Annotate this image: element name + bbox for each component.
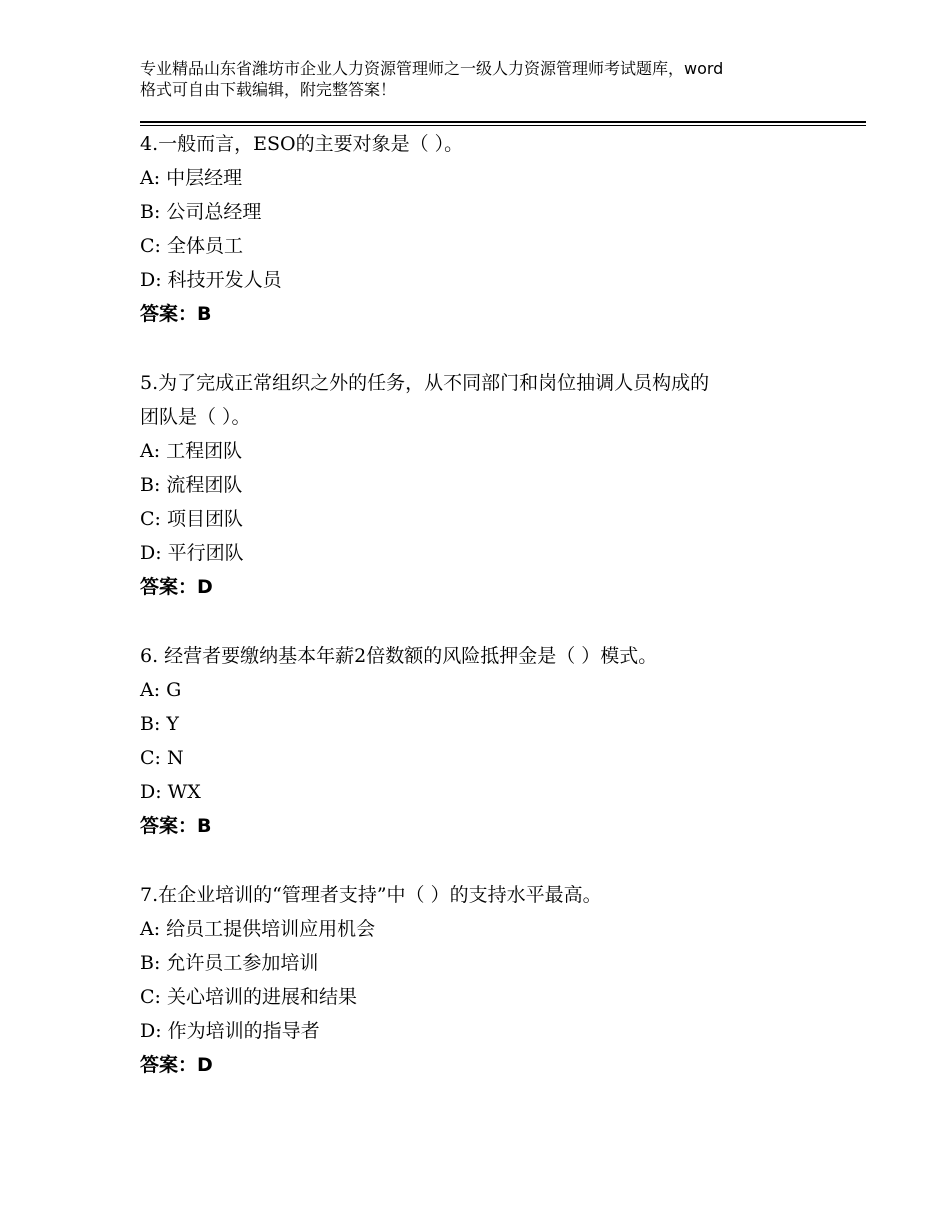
header-line-1: 专业精品山东省潍坊市企业人力资源管理师之一级人力资源管理师考试题库，word	[140, 59, 724, 78]
question-5-option-c: C: 项目团队	[140, 508, 243, 530]
question-6-stem: 6. 经营者要缴纳基本年薪2倍数额的风险抵押金是（ ）模式。	[140, 645, 658, 667]
question-4-answer: 答案：B	[140, 303, 212, 325]
question-5-option-a: A: 工程团队	[140, 440, 243, 462]
question-4-option-b: B: 公司总经理	[140, 201, 262, 223]
question-7-stem: 7.在企业培训的“管理者支持”中（ ）的支持水平最高。	[140, 884, 602, 906]
question-6-option-d: D: WX	[140, 781, 201, 803]
question-5-stem-line-2: 团队是（ ）。	[140, 406, 251, 428]
question-7-option-c: C: 关心培训的进展和结果	[140, 986, 357, 1008]
question-5-answer: 答案：D	[140, 576, 213, 598]
question-7-option-a: A: 给员工提供培训应用机会	[140, 918, 376, 940]
question-5-stem-line-1: 5.为了完成正常组织之外的任务，从不同部门和岗位抽调人员构成的	[140, 372, 710, 394]
question-6-option-a: A: G	[140, 679, 182, 701]
header-divider-thin	[140, 125, 866, 126]
question-7-option-d: D: 作为培训的指导者	[140, 1020, 320, 1042]
question-4-option-a: A: 中层经理	[140, 167, 243, 189]
question-4-stem: 4.一般而言，ESO的主要对象是（ ）。	[140, 133, 464, 155]
question-6-option-c: C: N	[140, 747, 184, 769]
document-header	[140, 58, 840, 100]
header-line-2: 格式可自由下载编辑，附完整答案！	[140, 80, 397, 99]
question-6-answer: 答案：B	[140, 815, 212, 837]
question-7-answer: 答案：D	[140, 1054, 213, 1076]
header-divider-thick	[140, 121, 866, 123]
question-4-option-d: D: 科技开发人员	[140, 269, 282, 291]
question-4-option-c: C: 全体员工	[140, 235, 243, 257]
question-5-option-b: B: 流程团队	[140, 474, 243, 496]
question-5-option-d: D: 平行团队	[140, 542, 244, 564]
question-7-option-b: B: 允许员工参加培训	[140, 952, 319, 974]
question-6-option-b: B: Y	[140, 713, 179, 735]
